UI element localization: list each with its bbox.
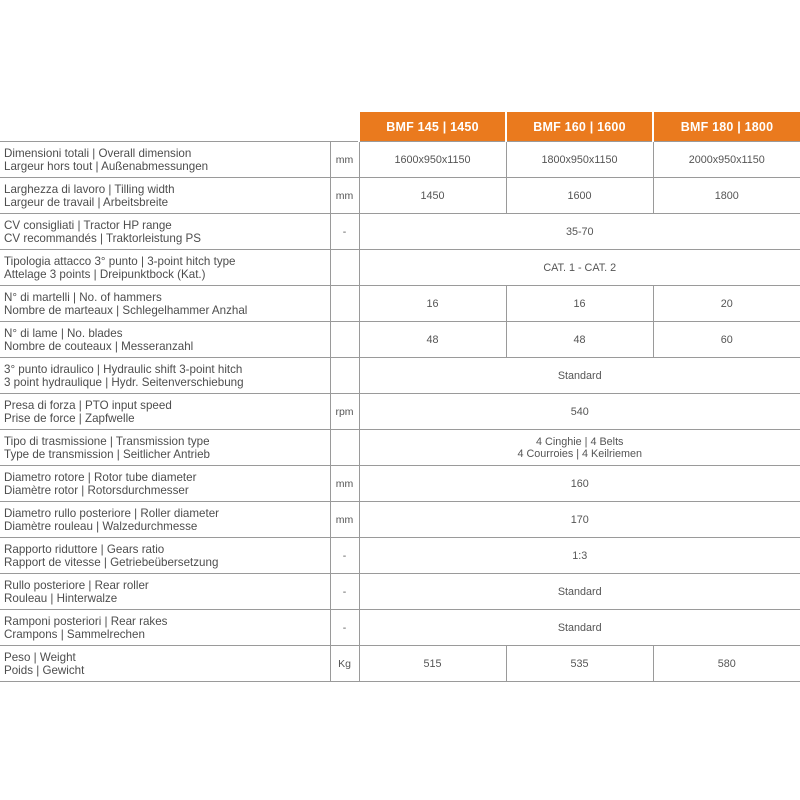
row-label (0, 322, 330, 358)
row-unit: - (330, 214, 359, 250)
row-label-line: Rapporto riduttore | Gears ratio (4, 542, 165, 556)
row-label-line: Type de transmission | Seitlicher Antrieb (4, 447, 210, 461)
row-label-line: N° di lame | No. blades (4, 326, 123, 340)
row-label-line: Attelage 3 points | Dreipunktbock (Kat.) (4, 267, 206, 281)
row-label-line: 3 point hydraulique | Hydr. Seitenverschiebung (4, 375, 244, 389)
row-value-shared: 540 (359, 394, 800, 430)
row-label-line: Presa di forza | PTO input speed (4, 398, 172, 412)
row-label-line: Dimensioni totali | Overall dimension (4, 146, 192, 160)
table-row (0, 538, 800, 574)
table-row (0, 646, 800, 682)
row-label (0, 214, 330, 250)
row-unit: - (330, 538, 359, 574)
row-value-shared: 35-70 (359, 214, 800, 250)
header-blank-unit (330, 112, 359, 142)
row-label-line: Tipologia attacco 3° punto | 3-point hitch type (4, 254, 236, 268)
row-label (0, 610, 330, 646)
row-value-shared: Standard (359, 358, 800, 394)
model-header-bmf-180: BMF 180 | 1800 (653, 112, 800, 142)
row-label-line: Poids | Gewicht (4, 663, 85, 677)
table-row (0, 394, 800, 430)
row-label-line: Nombre de marteaux | Schlegelhammer Anzhal (4, 303, 248, 317)
row-unit: mm (330, 502, 359, 538)
table-row (0, 142, 800, 178)
row-value: 535 (506, 646, 653, 682)
row-unit: - (330, 574, 359, 610)
header-row (0, 112, 800, 142)
row-value-shared: CAT. 1 - CAT. 2 (359, 250, 800, 286)
table-row (0, 466, 800, 502)
table-row (0, 286, 800, 322)
table-row (0, 178, 800, 214)
row-unit: mm (330, 142, 359, 178)
row-label (0, 502, 330, 538)
row-label-line: Diamètre rotor | Rotorsdurchmesser (4, 483, 189, 497)
row-unit: mm (330, 178, 359, 214)
row-label-line: Prise de force | Zapfwelle (4, 411, 135, 425)
row-value: 48 (359, 322, 506, 358)
table-row (0, 322, 800, 358)
row-label-line: CV consigliati | Tractor HP range (4, 218, 172, 232)
row-value: 515 (359, 646, 506, 682)
row-unit: rpm (330, 394, 359, 430)
row-value: 60 (653, 322, 800, 358)
row-label (0, 142, 330, 178)
spec-table (0, 112, 800, 682)
row-value: 48 (506, 322, 653, 358)
row-unit (330, 358, 359, 394)
row-label-line: Diametro rotore | Rotor tube diameter (4, 470, 197, 484)
row-value: 1600x950x1150 (359, 142, 506, 178)
row-label (0, 430, 330, 466)
row-label-line: Largeur hors tout | Außenabmessungen (4, 159, 209, 173)
row-value: 1800 (653, 178, 800, 214)
table-row (0, 574, 800, 610)
row-value-shared: 160 (359, 466, 800, 502)
row-label (0, 250, 330, 286)
table-row (0, 502, 800, 538)
row-label-line: CV recommandés | Traktorleistung PS (4, 231, 201, 245)
row-value: 1600 (506, 178, 653, 214)
row-label-line: Nombre de couteaux | Messeranzahl (4, 339, 194, 353)
row-label-line: Diametro rullo posteriore | Roller diameter (4, 506, 219, 520)
row-value: 16 (506, 286, 653, 322)
row-label (0, 538, 330, 574)
row-label-line: N° di martelli | No. of hammers (4, 290, 162, 304)
row-label-line: Peso | Weight (4, 650, 76, 664)
row-label (0, 466, 330, 502)
row-label-line: 3° punto idraulico | Hydraulic shift 3-point hitch (4, 362, 243, 376)
row-label-line: Larghezza di lavoro | Tilling width (4, 182, 175, 196)
row-unit (330, 430, 359, 466)
row-label-line: Crampons | Sammelrechen (4, 627, 145, 641)
model-header-bmf-160: BMF 160 | 1600 (506, 112, 653, 142)
row-unit (330, 322, 359, 358)
table-row (0, 358, 800, 394)
row-unit (330, 286, 359, 322)
row-unit: mm (330, 466, 359, 502)
row-value: 2000x950x1150 (653, 142, 800, 178)
row-value-shared: 170 (359, 502, 800, 538)
row-label (0, 574, 330, 610)
row-unit: Kg (330, 646, 359, 682)
row-value-shared: 1:3 (359, 538, 800, 574)
row-label-line: Rapport de vitesse | Getriebeübersetzung (4, 555, 219, 569)
row-value-line: 4 Cinghie | 4 Belts (536, 435, 624, 448)
row-label-line: Tipo di trasmissione | Transmission type (4, 434, 210, 448)
row-label (0, 178, 330, 214)
row-value: 20 (653, 286, 800, 322)
row-label-line: Largeur de travail | Arbeitsbreite (4, 195, 169, 209)
row-label (0, 646, 330, 682)
row-label-line: Ramponi posteriori | Rear rakes (4, 614, 168, 628)
row-value: 1800x950x1150 (506, 142, 653, 178)
row-value-shared: Standard (359, 574, 800, 610)
row-label-line: Rouleau | Hinterwalze (4, 591, 118, 605)
row-unit: - (330, 610, 359, 646)
table-row (0, 250, 800, 286)
row-value-line: 4 Courroies | 4 Keilriemen (517, 447, 643, 460)
row-value: 1450 (359, 178, 506, 214)
model-header-bmf-145: BMF 145 | 1450 (359, 112, 506, 142)
row-value-shared (359, 430, 800, 466)
table-row (0, 430, 800, 466)
row-label-line: Diamètre rouleau | Walzedurchmesse (4, 519, 198, 533)
row-label (0, 286, 330, 322)
table-row (0, 610, 800, 646)
row-unit (330, 250, 359, 286)
row-value-shared: Standard (359, 610, 800, 646)
row-label (0, 394, 330, 430)
row-value: 16 (359, 286, 506, 322)
row-label (0, 358, 330, 394)
header-blank (0, 112, 330, 142)
row-label-line: Rullo posteriore | Rear roller (4, 578, 149, 592)
row-value: 580 (653, 646, 800, 682)
table-row (0, 214, 800, 250)
